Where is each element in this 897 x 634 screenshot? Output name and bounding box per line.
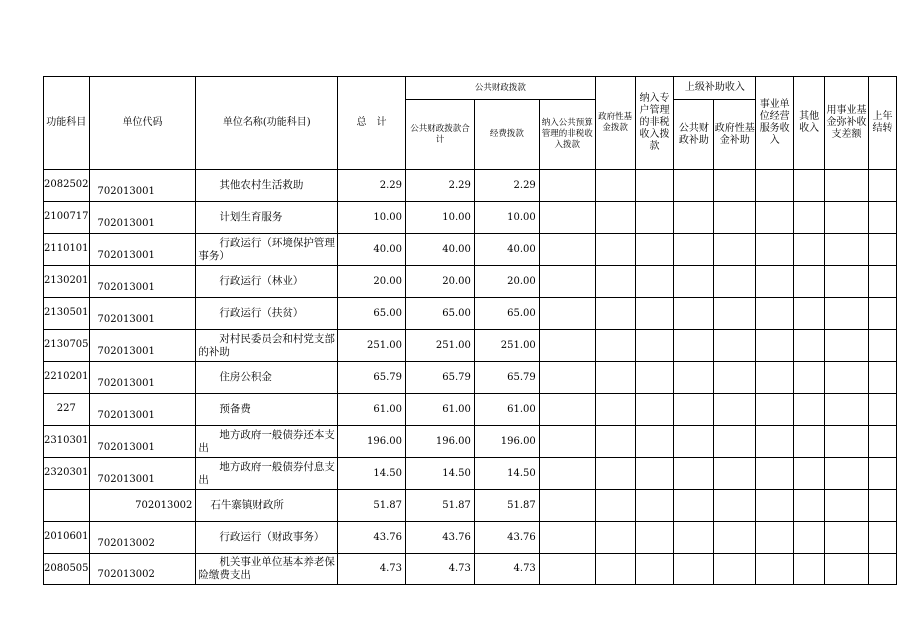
func-code-cell: 2310301: [44, 426, 90, 458]
unit-name-cell: 石牛寨镇财政所: [196, 490, 338, 522]
total-cell: 61.00: [338, 394, 406, 426]
total-cell: 40.00: [338, 234, 406, 266]
header-gov-fund: 政府性基金拨款: [595, 77, 635, 170]
header-nontax-budget: 纳入公共预算管理的非税收入拨款: [539, 100, 595, 170]
total-cell: 51.87: [338, 490, 406, 522]
func-code-cell: 2082502: [44, 170, 90, 202]
header-expense: 经费拨款: [474, 100, 539, 170]
table-row: [44, 458, 897, 490]
unit-code-cell: 702013001: [89, 330, 196, 362]
expense-cell: 43.76: [474, 522, 539, 554]
table-row: [44, 170, 897, 202]
unit-name-cell: 其他农村生活救助: [196, 170, 338, 202]
unit-code-cell: 702013001: [89, 234, 196, 266]
expense-cell: 65.79: [474, 362, 539, 394]
header-superior-fund: 政府性基金补助: [714, 100, 756, 170]
table-row: [44, 554, 897, 585]
func-code-cell: 2320301: [44, 458, 90, 490]
public-total-cell: 51.87: [406, 490, 475, 522]
unit-code-cell: 702013001: [89, 298, 196, 330]
unit-name-cell: 地方政府一般债券付息支出: [196, 458, 338, 490]
unit-name-cell: 行政运行（林业）: [196, 266, 338, 298]
header-unit-name: 单位名称(功能科目): [196, 77, 338, 170]
expense-cell: 4.73: [474, 554, 539, 585]
expense-cell: 51.87: [474, 490, 539, 522]
header-func-code: 功能科目: [44, 77, 90, 170]
func-code-cell: 2210201: [44, 362, 90, 394]
public-total-cell: 196.00: [406, 426, 475, 458]
public-total-cell: 2.29: [406, 170, 475, 202]
public-total-cell: 65.79: [406, 362, 475, 394]
unit-code-cell: 702013001: [89, 170, 196, 202]
unit-name-cell: 行政运行（环境保护管理事务）: [196, 234, 338, 266]
expense-cell: 2.29: [474, 170, 539, 202]
table-row: [44, 426, 897, 458]
unit-code-cell: 702013002: [89, 522, 196, 554]
total-cell: 196.00: [338, 426, 406, 458]
table-row: [44, 202, 897, 234]
public-total-cell: 65.00: [406, 298, 475, 330]
table-row: [44, 234, 897, 266]
total-cell: 65.79: [338, 362, 406, 394]
func-code-cell: 2130501: [44, 298, 90, 330]
public-total-cell: 40.00: [406, 234, 475, 266]
unit-name-cell: 行政运行（扶贫）: [196, 298, 338, 330]
expense-cell: 40.00: [474, 234, 539, 266]
expense-cell: 251.00: [474, 330, 539, 362]
header-total: 总 计: [338, 77, 406, 170]
table-row: [44, 362, 897, 394]
unit-code-cell: 702013001: [89, 426, 196, 458]
public-total-cell: 43.76: [406, 522, 475, 554]
unit-code-cell: 702013001: [89, 362, 196, 394]
expense-cell: 20.00: [474, 266, 539, 298]
table-row: [44, 394, 897, 426]
header-public-total: 公共财政拨款合计: [406, 100, 475, 170]
table-row: [44, 266, 897, 298]
unit-code-cell: 702013001: [89, 202, 196, 234]
unit-name-cell: 计划生育服务: [196, 202, 338, 234]
func-code-cell: 227: [44, 394, 90, 426]
public-total-cell: 4.73: [406, 554, 475, 585]
public-total-cell: 251.00: [406, 330, 475, 362]
header-superior-group: 上级补助收入: [674, 77, 756, 100]
header-fund-balance: 用事业基金弥补收支差额: [825, 77, 869, 170]
total-cell: 65.00: [338, 298, 406, 330]
total-cell: 14.50: [338, 458, 406, 490]
total-cell: 10.00: [338, 202, 406, 234]
public-total-cell: 14.50: [406, 458, 475, 490]
total-cell: 20.00: [338, 266, 406, 298]
header-public-group: 公共财政拨款: [406, 77, 596, 100]
unit-name-cell: 机关事业单位基本养老保险缴费支出: [196, 554, 338, 585]
unit-name-cell: 对村民委员会和村党支部的补助: [196, 330, 338, 362]
expense-cell: 65.00: [474, 298, 539, 330]
func-code-cell: 2080505: [44, 554, 90, 585]
unit-code-cell: 702013001: [89, 394, 196, 426]
budget-table: [43, 76, 897, 585]
header-special-nontax: 纳入专户管理的非税收入拨款: [635, 77, 674, 170]
public-total-cell: 61.00: [406, 394, 475, 426]
table-row: [44, 522, 897, 554]
total-cell: 251.00: [338, 330, 406, 362]
expense-cell: 10.00: [474, 202, 539, 234]
expense-cell: 61.00: [474, 394, 539, 426]
header-business-income: 事业单位经营服务收入: [756, 77, 794, 170]
unit-name-cell: 地方政府一般债券还本支出: [196, 426, 338, 458]
unit-name-cell: 行政运行（财政事务）: [196, 522, 338, 554]
func-code-cell: [44, 490, 90, 522]
func-code-cell: 2130705: [44, 330, 90, 362]
expense-cell: 196.00: [474, 426, 539, 458]
header-unit-code: 单位代码: [89, 77, 196, 170]
unit-code-cell: 702013001: [89, 458, 196, 490]
total-cell: 4.73: [338, 554, 406, 585]
header-superior-public: 公共财政补助: [674, 100, 714, 170]
func-code-cell: 2130201: [44, 266, 90, 298]
public-total-cell: 10.00: [406, 202, 475, 234]
unit-code-cell: 702013002: [89, 490, 196, 522]
table-row: [44, 330, 897, 362]
func-code-cell: 2100717: [44, 202, 90, 234]
total-cell: 2.29: [338, 170, 406, 202]
unit-name-cell: 住房公积金: [196, 362, 338, 394]
unit-code-cell: 702013002: [89, 554, 196, 585]
unit-code-cell: 702013001: [89, 266, 196, 298]
func-code-cell: 2010601: [44, 522, 90, 554]
header-carryover: 上年结转: [868, 77, 896, 170]
unit-name-cell: 预备费: [196, 394, 338, 426]
expense-cell: 14.50: [474, 458, 539, 490]
table-row: [44, 298, 897, 330]
spreadsheet: [43, 76, 897, 585]
header-other-income: 其他收入: [794, 77, 825, 170]
table-row: [44, 490, 897, 522]
func-code-cell: 2110101: [44, 234, 90, 266]
total-cell: 43.76: [338, 522, 406, 554]
public-total-cell: 20.00: [406, 266, 475, 298]
